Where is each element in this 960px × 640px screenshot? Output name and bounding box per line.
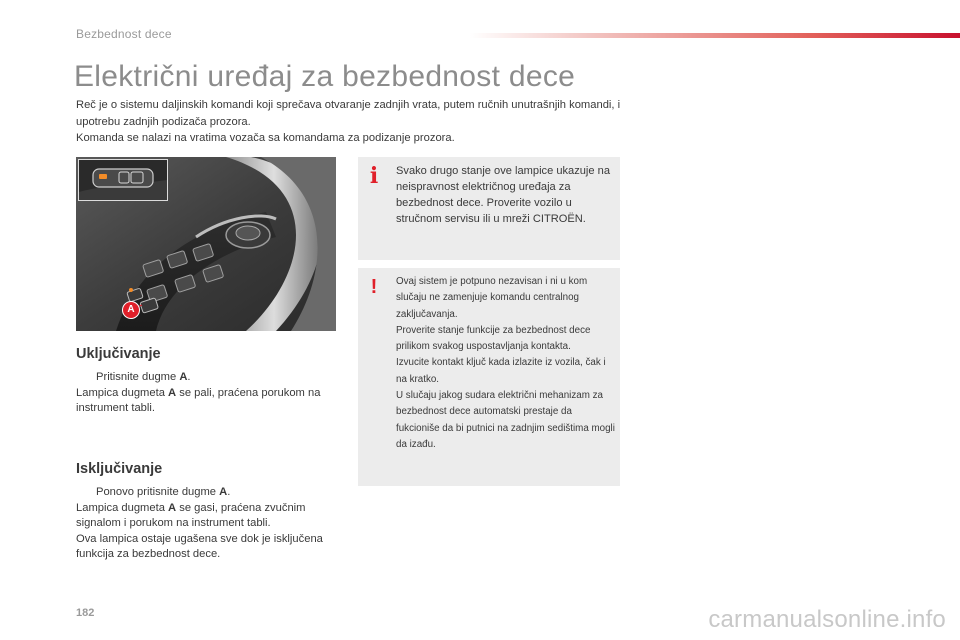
deactivation-step-button: A [219, 486, 228, 498]
page-title: Električni uređaj za bezbednost dece [74, 60, 576, 93]
intro-line-2: Komanda se nalazi na vratima vozača sa komandama za podizanje prozora. [76, 132, 455, 144]
activation-desc-prefix: Lampica dugmeta [76, 386, 169, 399]
deactivation-description-2: Ova lampica ostaje ugašena sve dok je isključena funkcija za bezbednost dece. [76, 532, 323, 560]
warning-box [358, 268, 620, 486]
activation-step-prefix: Pritisnite dugme [96, 371, 180, 383]
activation-steps [76, 370, 338, 417]
section-label: Bezbednost dece [76, 27, 172, 41]
warning-paragraph-1: Ovaj sistem je potpuno nezavisan i ni u kom slučaju ne zamenjuje komandu centralnog zaključavanja. [396, 276, 588, 320]
activation-description [76, 386, 338, 417]
child-lock-button-closeup [79, 160, 167, 200]
deactivation-desc-suffix: se gasi, praćena zvučnim signalom i porukom na instrument tabli. [76, 501, 306, 529]
watermark: carmanualsonline.info [708, 606, 946, 633]
info-box-paragraph: Svako drugo stanje ove lampice ukazuje na neispravnost električnog uređaja za bezbednost dece. Proverite vozilo u stručnom servisu ili u mreži CITROËN. [396, 165, 610, 225]
info-box-text [396, 163, 616, 227]
deactivation-step-prefix: Ponovo pritisnite dugme [96, 486, 220, 498]
warning-paragraph-3: Izvucite kontakt ključ kada izlazite iz vozila, čak i na kratko. [396, 357, 606, 385]
deactivation-steps [76, 485, 338, 563]
activation-desc-button: A [168, 386, 177, 399]
deactivation-heading: Isključivanje [76, 461, 163, 477]
photo-marker-label: A [127, 304, 135, 315]
warning-paragraph-4: U slučaju jakog sudara električni mehanizam za bezbednost dece automatski prestaje da fukcioniše da bi putnici na zadnjim sedištima mogli da izađu. [396, 390, 615, 450]
info-icon: i [369, 163, 379, 189]
activation-heading: Uključivanje [76, 346, 161, 362]
photo-inset [78, 159, 168, 201]
deactivation-desc-button: A [168, 501, 177, 514]
activation-step-button: A [179, 371, 188, 383]
photo-marker-A [122, 301, 140, 319]
page-number: 182 [76, 607, 95, 619]
header-accent-rule [470, 33, 960, 38]
intro-text [76, 97, 636, 147]
intro-line-1: Reč je o sistemu daljinskih komandi koji sprečava otvaranje zadnjih vrata, putem ručnih unutrašnjih komandi, i upotrebu zadnjih podizača prozora. [76, 99, 621, 128]
deactivation-desc-prefix: Lampica dugmeta [76, 501, 169, 514]
info-box [358, 157, 620, 260]
deactivation-step [76, 485, 338, 501]
activation-step-suffix: . [187, 371, 191, 383]
deactivation-description [76, 501, 338, 532]
warning-box-text [396, 274, 616, 453]
warning-icon: ! [370, 276, 378, 298]
activation-desc-suffix: se pali, praćena porukom na instrument tabli. [76, 386, 321, 414]
activation-step [76, 370, 338, 386]
warning-paragraph-2: Proverite stanje funkcije za bezbednost dece prilikom svakog uspostavljanja kontakta. [396, 324, 591, 353]
deactivation-step-suffix: . [227, 486, 231, 498]
